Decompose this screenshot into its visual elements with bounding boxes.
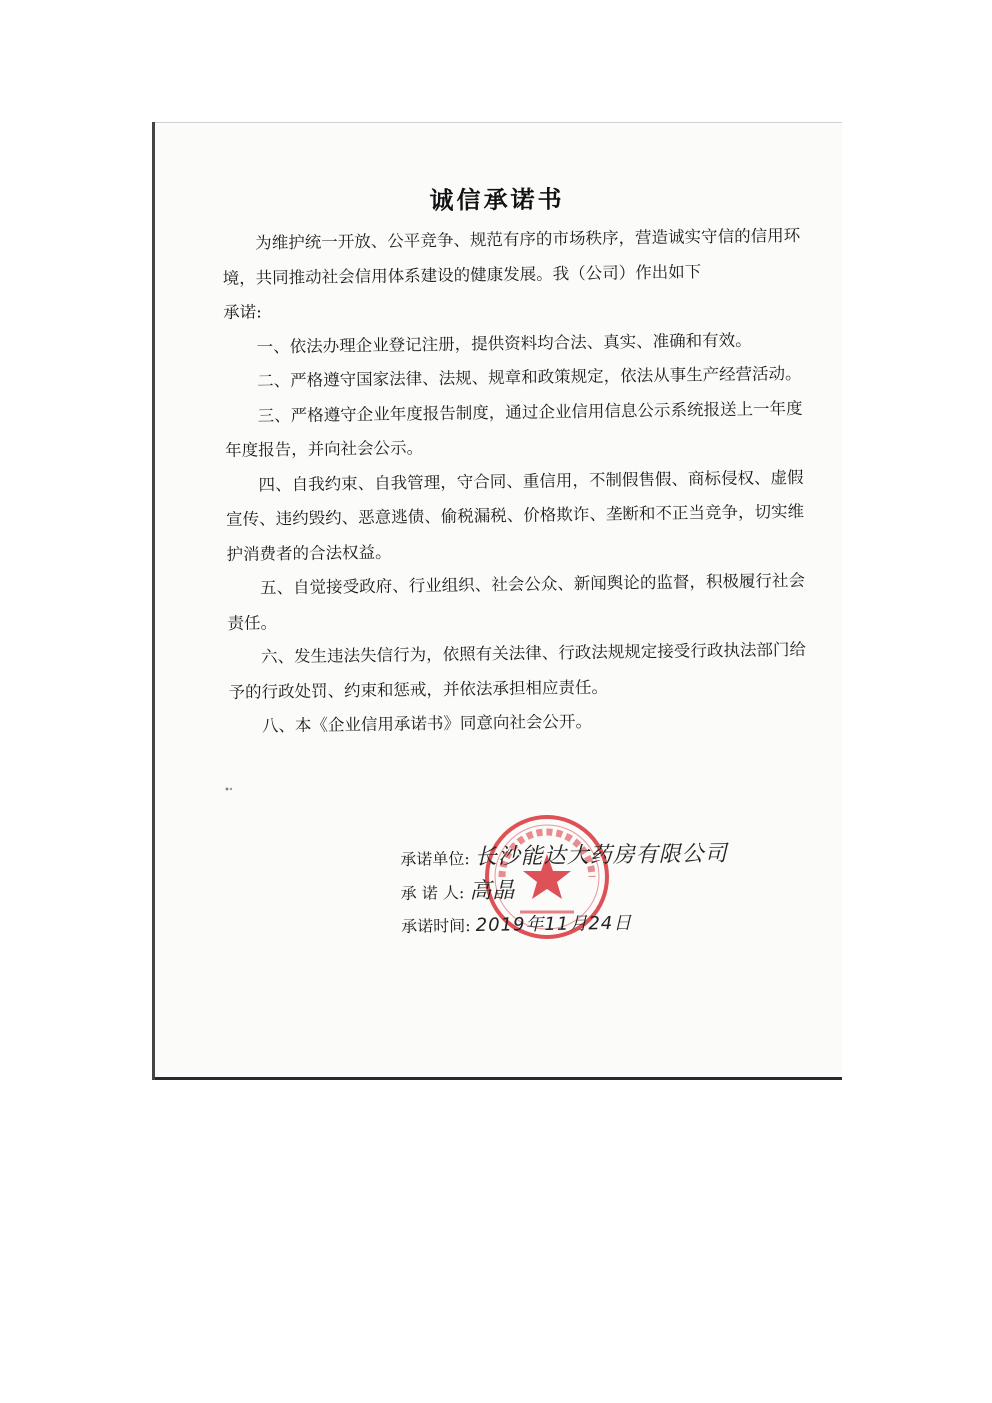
signature-block (400, 836, 821, 944)
document-body (222, 219, 807, 745)
paragraph-intro: 为维护统一开放、公平竞争、规范有序的市场秩序，营造诚实守信的信用环境，共同推动社会信用体系建设的健康发展。我（公司）作出如下 (222, 225, 801, 288)
paragraph-item-2: 二、严格遵守国家法律、法规、规章和政策规定，依法从事生产经营活动。 (257, 363, 802, 391)
paragraph-item-5: 五、自觉接受政府、行业组织、社会公众、新闻舆论的监督，积极履行社会责任。 (227, 570, 806, 633)
document-title: 诚信承诺书 (429, 184, 565, 215)
scanned-page (152, 122, 842, 1080)
paragraph-item-6: 六、发生违法失信行为，依照有关法律、行政法规规定接受行政执法部门给予的行政处罚、约束和惩戒，并依法承担相应责任。 (228, 639, 807, 702)
date-value: 2019年11月24日 (475, 912, 633, 936)
person-handwritten: 高晶 (469, 878, 516, 905)
person-label: 承 诺 人: (400, 883, 465, 903)
unit-label: 承诺单位: (400, 849, 470, 869)
smudge-mark (224, 785, 234, 793)
paragraph-promise-label: 承诺: (223, 302, 262, 322)
signature-date-row (401, 904, 821, 944)
paragraph-item-8: 八、本《企业信用承诺书》同意向社会公开。 (261, 711, 593, 736)
paragraph-item-4: 四、自我约束、自我管理，守合同、重信用，不制假售假、商标侵权、虚假宣传、违约毁约、恶意逃债、偷税漏税、价格欺诈、垄断和不正当竞争，切实维护消费者的合法权益。 (225, 467, 805, 564)
paragraph-item-1: 一、依法办理企业登记注册，提供资料均合法、真实、准确和有效。 (256, 330, 752, 357)
paragraph-item-3: 三、严格遵守企业年度报告制度，通过企业信用信息公示系统报送上一年度年度报告，并向社会公示。 (224, 398, 803, 460)
unit-handwritten: 长沙能达大药房有限公司 (474, 841, 728, 870)
date-label: 承诺时间: (401, 916, 471, 936)
